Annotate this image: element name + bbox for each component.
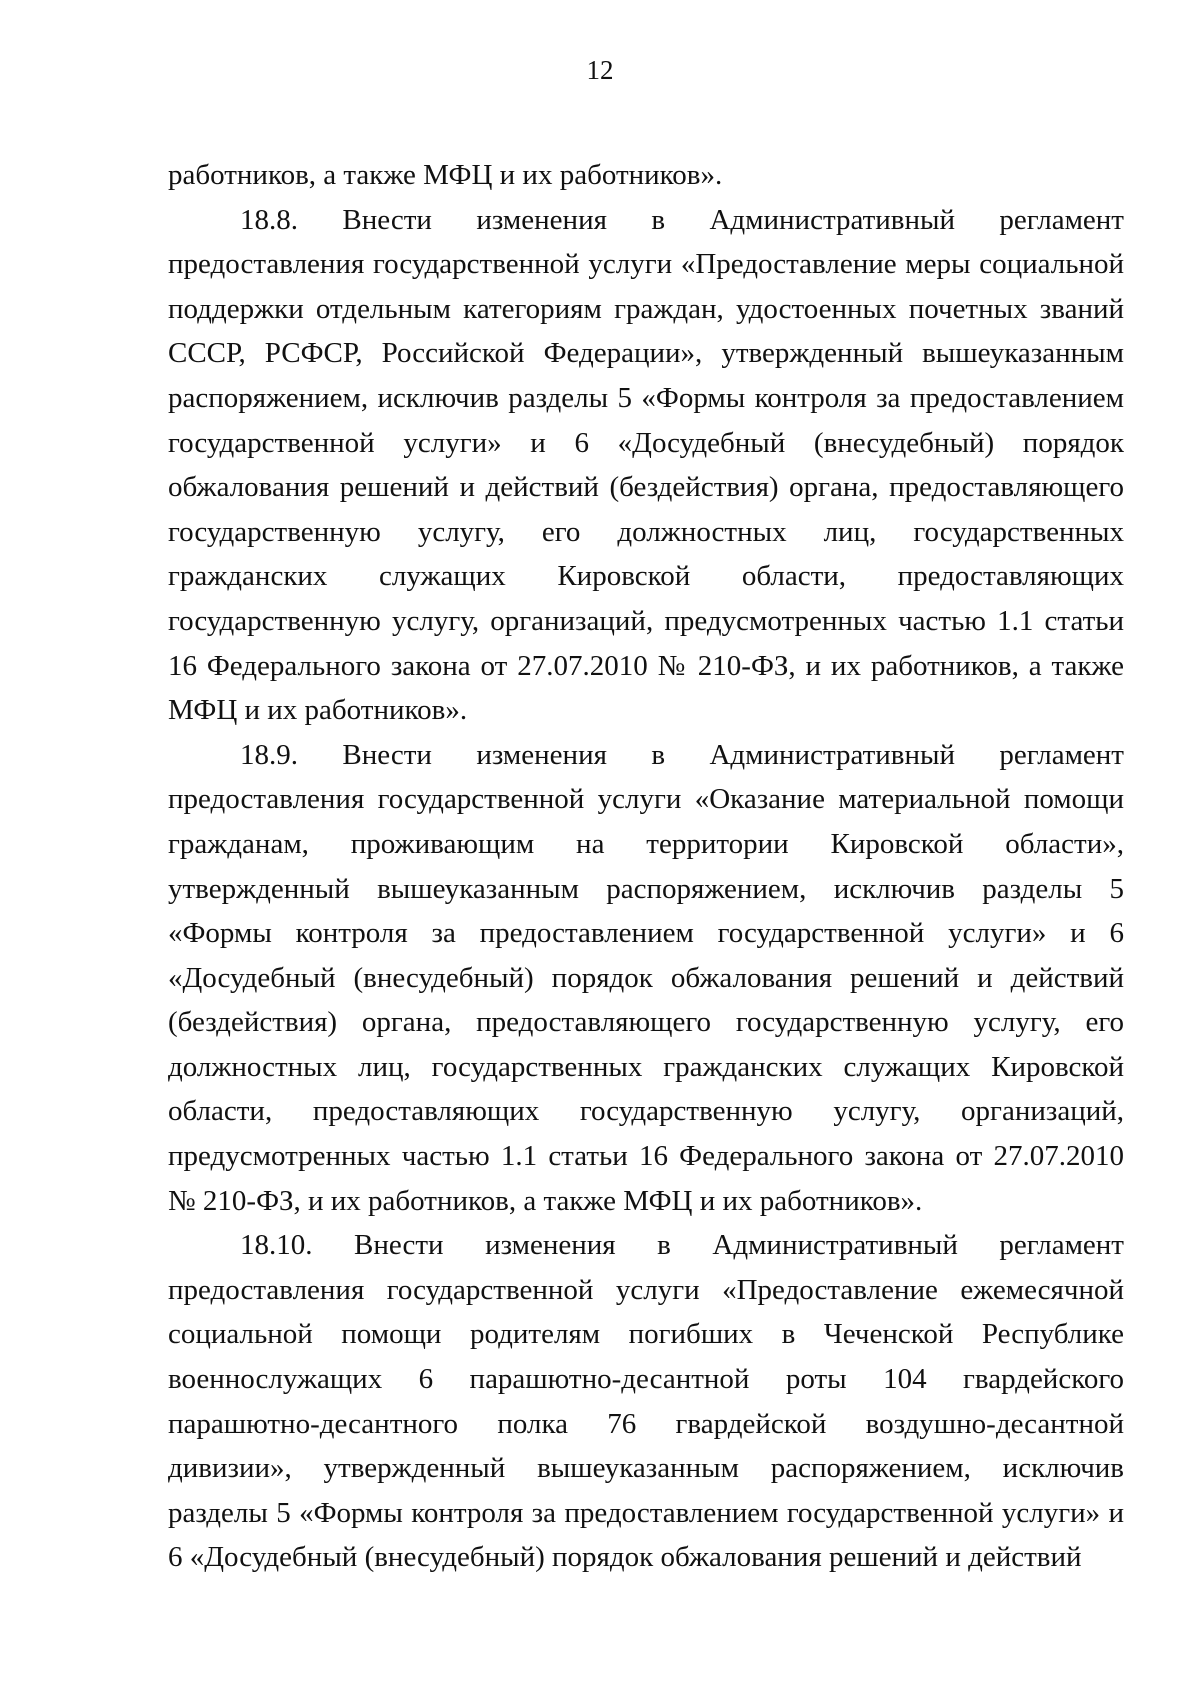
paragraph-18-9: 18.9. Внести изменения в Административный регламент предоставления государственной услуги «Оказание материальной помощи гражданам, проживающим на территории Кировской области», утвержденный вышеуказанным распоряжением, исключив разделы 5 «Формы контроля за предоставлением государственной услуги» и 6 «Досудебный (внесудебный) порядок обжалования решений и действий (бездействия) органа, предоставляющего государственную услугу, его должностных лиц, государственных гражданских служащих Кировской области, предоставляющих государственную услугу, организаций, предусмотренных частью 1.1 статьи 16 Федерального закона от 27.07.2010 № 210-ФЗ, и их работников, а также МФЦ и их работников».: [168, 738, 1124, 1217]
paragraph-18-10: 18.10. Внести изменения в Административный регламент предоставления государственной услуги «Предоставление ежемесячной социальной помощи родителям погибших в Чеченской Республике военнослужащих 6 парашютно-десантной роты 104 гвардейского парашютно-десантного полка 76 гвардейской воздушно-десантной дивизии», утвержденный вышеуказанным распоряжением, исключив разделы 5 «Формы контроля за предоставлением государственной услуги» и 6 «Досудебный (внесудебный) порядок обжалования решений и действий: [168, 1229, 1124, 1574]
paragraph-18-8: 18.8. Внести изменения в Административный регламент предоставления государственной услуги «Предоставление меры социальной поддержки отдельным категориям граждан, удостоенных почетных званий СССР, РСФСР, Российской Федерации», утвержденный вышеуказанным распоряжением, исключив разделы 5 «Формы контроля за предоставлением государственной услуги» и 6 «Досудебный (внесудебный) порядок обжалования решений и действий (бездействия) органа, предоставляющего государственную услугу, его должностных лиц, государственных гражданских служащих Кировской области, предоставляющих государственную услугу, организаций, предусмотренных частью 1.1 статьи 16 Федерального закона от 27.07.2010 № 210-ФЗ, и их работников, а также МФЦ и их работников».: [168, 203, 1124, 727]
paragraph-continuation: работников, а также МФЦ и их работников».: [168, 159, 723, 191]
page-number: 12: [586, 55, 614, 85]
document-body: [168, 153, 1124, 1580]
